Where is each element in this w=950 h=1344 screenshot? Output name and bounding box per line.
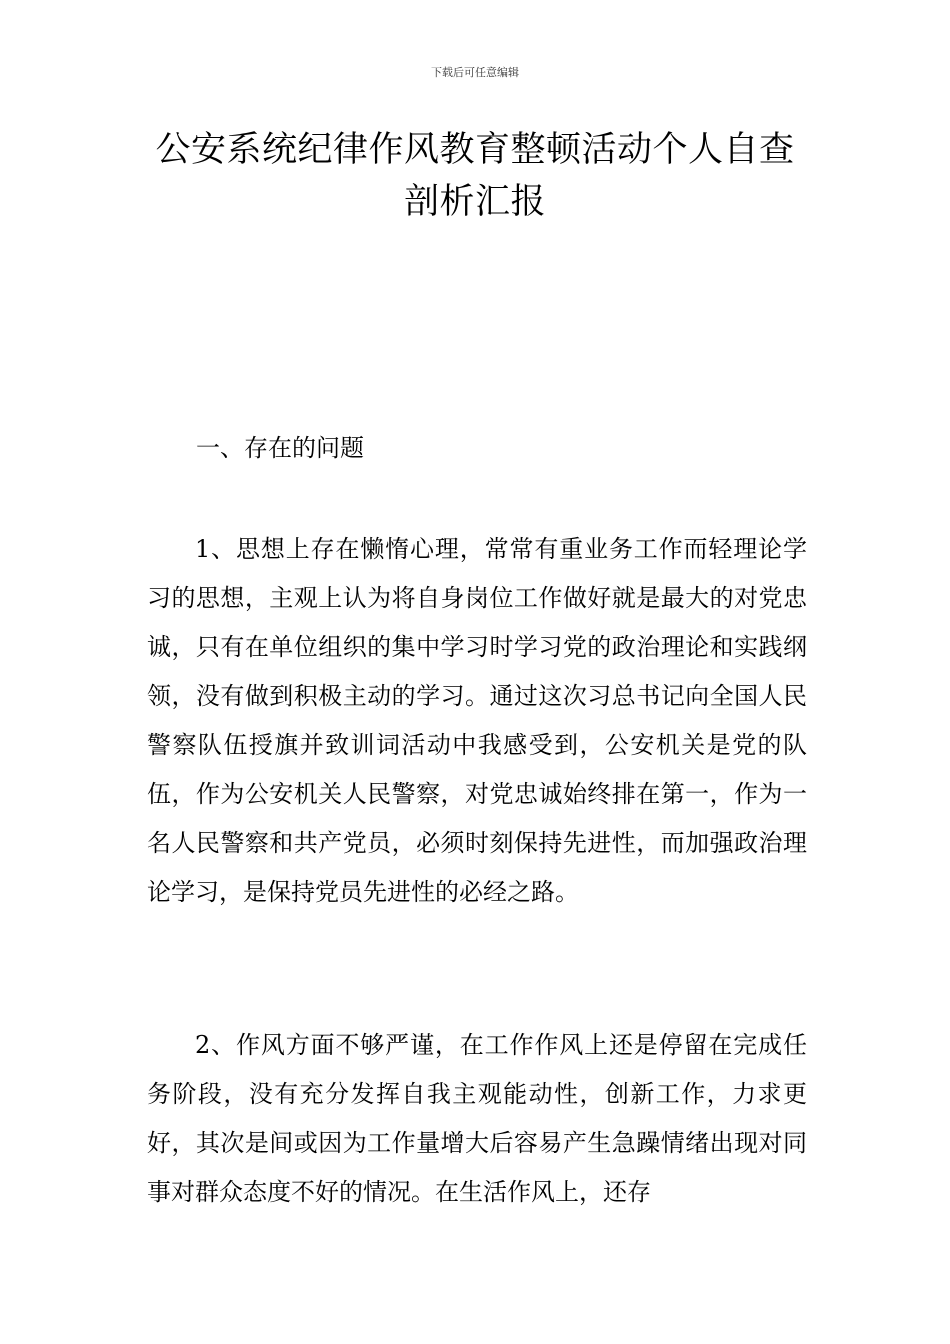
paragraph-1: 1、思想上存在懒惰心理，常常有重业务工作而轻理论学习的思想，主观上认为将自身岗位工作做好就是最大的对党忠诚，只有在单位组织的集中学习时学习党的政治理论和实践纲领，没有做到积极主动的学习。通过这次习总书记向全国人民警察队伍授旗并致训词活动中我感受到，公安机关是党的队伍，作为公安机关人民警察，对党忠诚始终排在第一，作为一名人民警察和共产党员，必须时刻保持先进性，而加强政治理论学习，是保持党员先进性的必经之路。 [147,535,807,906]
section-heading: 一、存在的问题 [196,434,364,462]
document-title: 公安系统纪律作风教育整顿活动个人自查剖析汇报 [155,130,795,222]
header-note: 下载后可任意编辑 [431,66,519,79]
paragraph-2: 2、作风方面不够严谨，在工作作风上还是停留在完成任务阶段，没有充分发挥自我主观能动性，创新工作，力求更好，其次是间或因为工作量增大后容易产生急躁情绪出现对同事对群众态度不好的情况。在生活作风上，还存 [147,1031,807,1206]
